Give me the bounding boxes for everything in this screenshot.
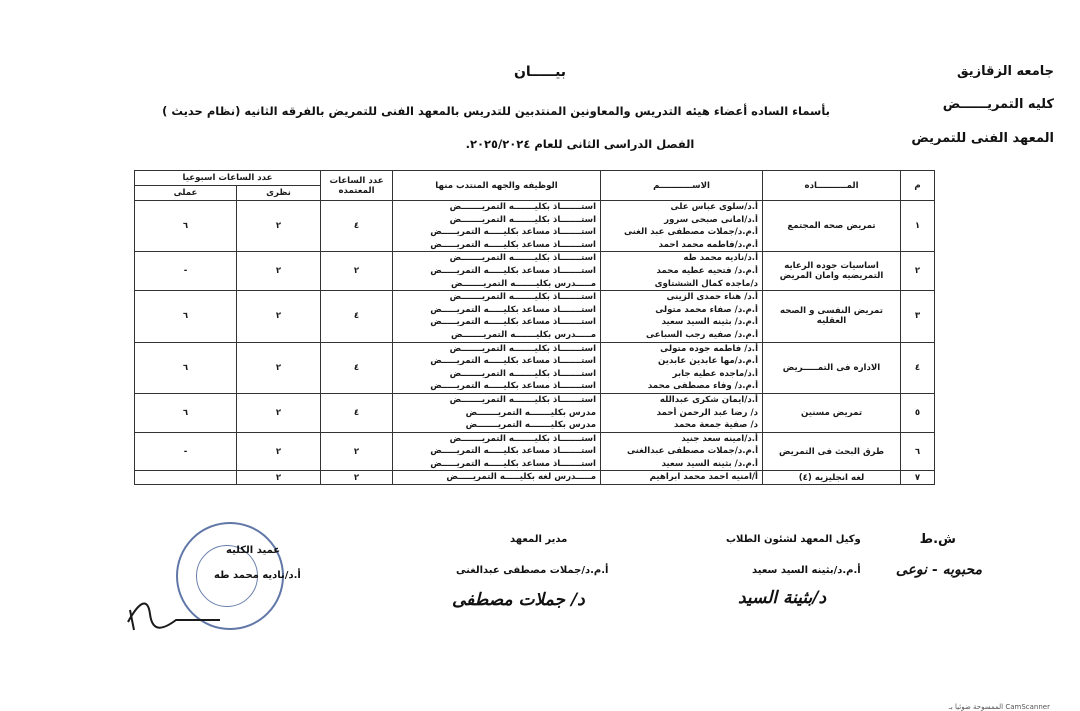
row-subject: اساسيات جوده الرعايه التمريضيه وامان المريض — [763, 252, 901, 291]
row-practical-hours: ٦ — [135, 342, 237, 393]
staff-job: استـــــــاذ مساعد بكليـــــه التمريـــــض — [430, 446, 597, 457]
row-theory-hours: ٢ — [237, 432, 321, 471]
row-jobs — [393, 291, 601, 342]
director-name: أ.م.د/جملات مصطفى عبدالغنى — [456, 565, 609, 576]
staff-name: أ.م.د/مها عابدين عابدين — [657, 356, 759, 367]
row-theory-hours: ٢ — [237, 201, 321, 252]
header-theory: نظرى — [237, 186, 321, 201]
semester-line: الفصل الدراسى الثانى للعام ٢٠٢٥/٢٠٢٤. — [465, 137, 695, 151]
row-practical-hours: - — [135, 252, 237, 291]
staff-job: مـــــدرس بكليـــــــه التمريـــــــض — [450, 329, 597, 340]
table-row — [135, 393, 935, 432]
university-name: جامعه الزقازيق — [957, 64, 1054, 79]
row-credit-hours: ٤ — [321, 393, 393, 432]
header-weekly-hours: عدد الساعات اسبوعيا — [135, 171, 321, 186]
row-credit-hours: ٤ — [321, 342, 393, 393]
row-number: ١ — [901, 201, 935, 252]
staff-job: مـــــدرس لغه بكليـــــه التمريـــــض — [446, 472, 597, 483]
staff-name: أ.م.د/ وفاء مصطفى محمد — [647, 381, 759, 392]
row-number: ٧ — [901, 471, 935, 485]
vice-dean-signature: د/بثينة السيد — [738, 588, 827, 608]
table-row — [135, 291, 935, 342]
staff-name: أ.د/ايمان شكرى عبدالله — [659, 394, 759, 405]
row-jobs — [393, 252, 601, 291]
faculty-name: كليه التمريــــــض — [942, 97, 1054, 112]
staff-job: استـــــــاذ بكليـــــــه التمريـــــــض — [449, 433, 597, 444]
clerk-signature: محبوبه - نوعى — [895, 562, 982, 578]
vice-dean-name: أ.م.د/بثينه السيد سعيد — [752, 565, 861, 576]
dean-title: عميد الكليه — [226, 545, 281, 556]
row-jobs — [393, 201, 601, 252]
row-credit-hours: ٢ — [321, 432, 393, 471]
staff-job: استـــــــاذ بكليـــــــه التمريـــــــض — [449, 394, 597, 405]
director-title: مدير المعهد — [510, 534, 568, 545]
row-number: ٦ — [901, 432, 935, 471]
row-names — [601, 471, 763, 485]
staff-job: استـــــــاذ مساعد بكليـــــه التمريـــــض — [430, 458, 597, 469]
staff-name: أ.د/امانى صبحى سرور — [664, 214, 759, 225]
staff-name: أ.م.د/ بثينه السيد سعيد — [661, 458, 759, 469]
staff-job: استـــــــاذ مساعد بكليـــــه التمريـــــض — [430, 239, 597, 250]
row-number: ٥ — [901, 393, 935, 432]
row-jobs — [393, 342, 601, 393]
row-practical-hours: ٦ — [135, 201, 237, 252]
staff-name: أ.د/ هناء حمدى الزينى — [666, 292, 759, 303]
row-names — [601, 291, 763, 342]
table-row — [135, 432, 935, 471]
row-practical-hours: - — [135, 432, 237, 471]
row-theory-hours: ٢ — [237, 291, 321, 342]
row-theory-hours: ٢ — [237, 252, 321, 291]
row-subject: لغه انجليزيه (٤) — [763, 471, 901, 485]
row-credit-hours: ٢ — [321, 471, 393, 485]
row-number: ٤ — [901, 342, 935, 393]
staff-job: استـــــــاذ مساعد بكليـــــه التمريـــــض — [430, 381, 597, 392]
director-signature: د/ جملات مصطفى — [452, 590, 585, 610]
header-names: الاســـــــــــم — [601, 171, 763, 201]
row-subject: تمريض النفسى و الصحه العقليه — [763, 291, 901, 342]
row-names — [601, 432, 763, 471]
staff-job: استـــــــاذ مساعد بكليـــــه التمريـــــض — [430, 265, 597, 276]
staff-job: استـــــــاذ بكليـــــــه التمريـــــــض — [449, 368, 597, 379]
row-theory-hours: ٢ — [237, 393, 321, 432]
staff-job: مدرس بكليـــــــه التمريـــــــض — [465, 420, 597, 431]
staff-job: استـــــــاذ مساعد بكليـــــه التمريـــــض — [430, 304, 597, 315]
dean-name: أ.د/ناديه محمد طه — [214, 570, 301, 581]
row-names — [601, 201, 763, 252]
document-subtitle: بأسماء الساده أعضاء هيئه التدريس والمعاونين المنتدبين للتدريس بالمعهد الفنى للتمريض بالفرقه الثانيه (نظام حديث ) — [162, 104, 830, 118]
row-credit-hours: ٢ — [321, 252, 393, 291]
table-body — [135, 201, 935, 485]
staff-name: أ.د/ فاطمه جوده متولى — [660, 343, 759, 354]
table-row — [135, 471, 935, 485]
table-row — [135, 201, 935, 252]
staff-job: مدرس بكليـــــــه التمريـــــــض — [465, 407, 597, 418]
staff-job: استـــــــاذ مساعد بكليـــــه التمريـــــض — [430, 356, 597, 367]
header-subject: المــــــــــاده — [763, 171, 901, 201]
staff-name: أ/امنيه احمد محمد ابراهيم — [649, 472, 759, 483]
row-subject: الاداره فى التمـــــريض — [763, 342, 901, 393]
row-practical-hours: ٦ — [135, 291, 237, 342]
dean-signature-scribble — [120, 590, 230, 640]
header-num: م — [901, 171, 935, 201]
scanner-footer: الممسوحة ضوئيا بـ CamScanner — [948, 703, 1050, 711]
staff-table — [134, 170, 935, 485]
row-theory-hours: ٢ — [237, 471, 321, 485]
row-names — [601, 252, 763, 291]
staff-name: أ.م.د/جملات مصطفى عبدالغنى — [626, 446, 759, 457]
staff-name: أ.م.د/ فتحيه عطيه محمد — [656, 265, 759, 276]
row-number: ٣ — [901, 291, 935, 342]
header-credit-hours: عدد الساعات المعتمده — [321, 171, 393, 201]
staff-name: د/ صفية جمعة محمد — [674, 420, 759, 431]
row-credit-hours: ٤ — [321, 201, 393, 252]
staff-job: مـــــدرس بكليـــــــه التمريـــــــض — [450, 278, 597, 289]
staff-name: أ.م.د/ صفيه رجب السباعى — [646, 329, 759, 340]
staff-name: أ.م.د/ صفاء محمد متولى — [655, 304, 759, 315]
header-job: الوظيفه والجهه المنتدب منها — [393, 171, 601, 201]
row-practical-hours — [135, 471, 237, 485]
staff-name: أ.م.د/جملات مصطفى عبد الغنى — [623, 227, 759, 238]
staff-name: أ.د/ناديه محمد طه — [683, 253, 759, 264]
table-row — [135, 342, 935, 393]
staff-name: أ.د/امينه سعد جنيد — [681, 433, 759, 444]
staff-job: استـــــــاذ بكليـــــــه التمريـــــــض — [449, 292, 597, 303]
staff-name: د/ رضا عبد الرحمن أحمد — [656, 407, 759, 418]
staff-job: استـــــــاذ بكليـــــــه التمريـــــــض — [449, 214, 597, 225]
institute-name: المعهد الفنى للتمريض — [911, 131, 1054, 146]
row-subject: طرق البحث فى التمريض — [763, 432, 901, 471]
document-title: بيـــــان — [513, 64, 567, 80]
vice-dean-title: وكيل المعهد لشئون الطلاب — [726, 534, 861, 545]
staff-name: أ.د/ماجده عطيه جابر — [672, 368, 759, 379]
row-theory-hours: ٢ — [237, 342, 321, 393]
staff-job: استـــــــاذ بكليـــــــه التمريـــــــض — [449, 343, 597, 354]
header-practical: عملى — [135, 186, 237, 201]
row-subject: تمريض صحه المجتمع — [763, 201, 901, 252]
row-jobs — [393, 471, 601, 485]
row-jobs — [393, 432, 601, 471]
staff-name: د/ماجده كمال الششتاوى — [654, 278, 759, 289]
staff-job: استـــــــاذ بكليـــــــه التمريـــــــض — [449, 202, 597, 212]
row-names — [601, 342, 763, 393]
staff-name: أ.د/سلوى عباس على — [670, 202, 759, 212]
staff-name: أ.م.د/فاطمه محمد احمد — [658, 239, 759, 250]
table-row — [135, 252, 935, 291]
row-credit-hours: ٤ — [321, 291, 393, 342]
row-names — [601, 393, 763, 432]
row-practical-hours: ٦ — [135, 393, 237, 432]
row-jobs — [393, 393, 601, 432]
row-subject: تمريض مسنين — [763, 393, 901, 432]
staff-job: استـــــــاذ مساعد بكليـــــه التمريـــــض — [430, 227, 597, 238]
staff-job: استـــــــاذ بكليـــــــه التمريـــــــض — [449, 253, 597, 264]
sh-t-label: ش.ط — [919, 532, 956, 547]
row-number: ٢ — [901, 252, 935, 291]
staff-job: استـــــــاذ مساعد بكليـــــه التمريـــــض — [430, 317, 597, 328]
staff-name: أ.م.د/ بثينه السيد سعيد — [661, 317, 759, 328]
